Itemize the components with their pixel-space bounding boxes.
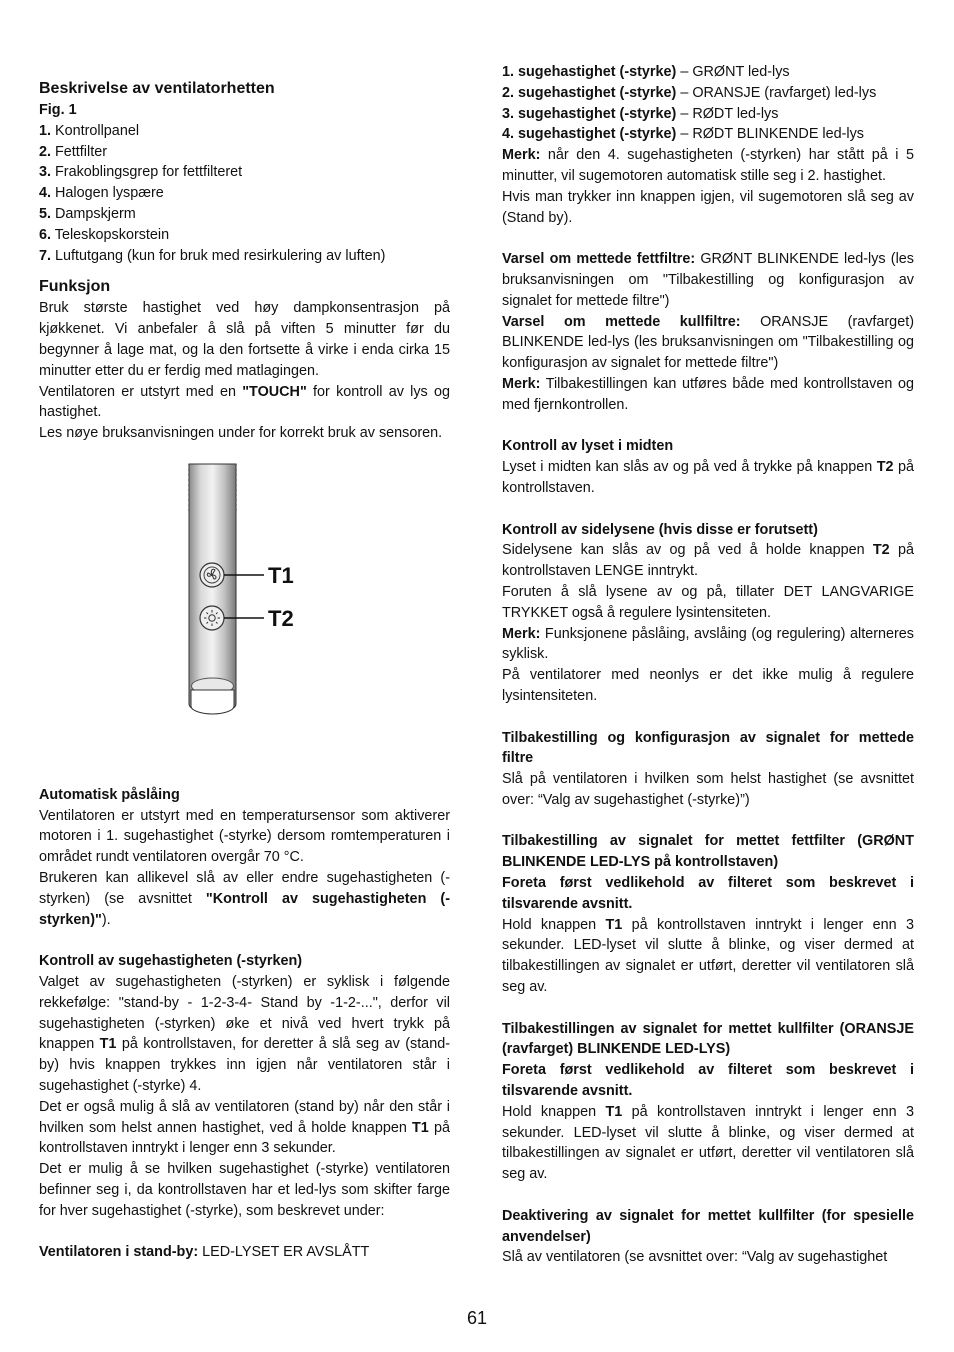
item-number: 1. — [39, 122, 52, 139]
text-run-bold: Merk: — [502, 375, 541, 392]
paragraph: Bruk største hastighet ved høy dampkonsentrasjon på kjøkkenet. Vi anbefaler å slå på viften 5 minutter før du begynner å lage mat, og la den fortsette å virke i enda cirka 15 minutter etter du er ferdig med matlagingen. — [39, 300, 450, 379]
paragraph — [502, 374, 914, 416]
section-title-sidelys: Kontroll av sidelysene (hvis disse er forutsett) — [502, 521, 818, 538]
item-text: Teleskopskorstein — [51, 226, 170, 243]
text-run-bold: T2 — [872, 542, 890, 559]
t1-label: T1 — [268, 562, 294, 588]
paragraph: Slå på ventilatoren i hvilken som helst hastighet (se avsnittet over: “Valg av sugehastighet (-styrke)”) — [502, 771, 914, 808]
speed-text: – RØDT BLINKENDE led-lys — [676, 126, 865, 143]
item-number: 6. — [39, 226, 52, 243]
text-run: ). — [101, 911, 111, 928]
section-title-fettfilter: Tilbakestilling av signalet for mettet fettfilter (GRØNT BLINKENDE LED-LYS på kontrollstaven) — [502, 833, 914, 871]
item-number: 3. — [39, 164, 52, 181]
text-run: når den 4. sugehastigheten (-styrken) har stått på i 5 minutter, vil sugemotoren automatisk stille seg i 2. hastighet. — [502, 147, 914, 184]
paragraph — [502, 457, 914, 499]
paragraph: Slå av ventilatoren (se avsnittet over: “Valg av sugehastighet — [502, 1249, 888, 1266]
paragraph: Foruten å slå lysene av og på, tillater DET LANGVARIGE TRYKKET også å regulere lysintensiteten. — [502, 583, 914, 621]
item-number: 5. — [39, 205, 52, 222]
paragraph: Les nøye bruksanvisningen under for korrekt bruk av sensoren. — [39, 425, 443, 442]
text-run-bold: Ventilatoren i stand-by: — [39, 1244, 199, 1261]
text-run: på kontrollstaven inntrykt i lenger enn 3 sekunder. LED-lyset vil slutte å blinke, og viser dermed at tilbakestillingen av signalet er utført, deretter vil ventilatoren slå seg av. — [502, 1103, 914, 1183]
list-item — [502, 62, 914, 83]
item-text: Kontrollpanel — [51, 122, 140, 139]
paragraph-bold: Foreta først vedlikehold av filteret som beskrevet i tilsvarende avsnitt. — [502, 1062, 914, 1100]
paragraph — [502, 1102, 914, 1185]
list-item — [39, 246, 450, 267]
text-run-bold: Varsel om mettede fettfiltre: — [502, 251, 696, 268]
text-run: Lyset i midten kan slås av og på ved å trykke på knappen — [502, 459, 877, 476]
list-item — [39, 183, 450, 204]
text-run: Funksjonene påslåing, avslåing (og regulering) alterneres syklisk. — [502, 625, 914, 663]
item-text: Fettfilter — [51, 143, 107, 160]
paragraph — [502, 540, 914, 582]
paragraph: Hvis man trykker inn knappen igjen, vil sugemotoren slå seg av (Stand by). — [502, 188, 914, 226]
text-run: LED-LYSET ER AVSLÅTT — [198, 1244, 370, 1261]
text-run: Sidelysene kan slås av og på ved å holde knappen — [502, 542, 873, 559]
section-title-tilbakestilling: Tilbakestilling og konfigurasjon av signalet for mettede filtre — [502, 729, 914, 767]
text-run-bold: T1 — [99, 1036, 117, 1053]
text-run: Hold knappen — [502, 916, 606, 933]
section-title-auto: Automatisk påslåing — [39, 786, 180, 803]
paragraph — [39, 868, 450, 930]
text-run: Valget av sugehastigheten (-styrken) er syklisk i følgende rekkefølge: "stand-by - 1-2-3-4- Stand by -1-2-...", derfor vil sugehastigheten (-styrken) øke et nivå ved hvert trykk på knappen — [39, 973, 450, 1053]
text-run: på kontrollstaven. — [502, 459, 914, 496]
item-text: Halogen lyspære — [51, 185, 164, 202]
speed-label: 1. sugehastighet (-styrke) — [502, 64, 677, 80]
text-run: Hold knappen — [502, 1103, 606, 1120]
left-column — [39, 78, 450, 1263]
text-run: Det er også mulig å slå av ventilatoren (stand by) når den står i hvilken som helst annen hastighet, ved å holde knappen — [39, 1098, 450, 1136]
right-column — [502, 62, 914, 1268]
t2-label: T2 — [268, 605, 294, 631]
paragraph: Det er mulig å se hvilken sugehastighet (-styrke) ventilatoren befinner seg i, da kontrollstaven har et led-lys som skifter farge for hver sugehastighet (-styrke), som beskrevet under: — [39, 1161, 450, 1219]
text-run-bold: T1 — [605, 1103, 623, 1120]
paragraph — [502, 249, 914, 311]
list-item — [502, 124, 914, 145]
item-text: Luftutgang (kun for bruk med resirkulering av luften) — [51, 247, 386, 264]
speed-text: – RØDT led-lys — [676, 105, 779, 122]
text-run: ORANSJE (ravfarget) BLINKENDE led-lys (les bruksanvisningen om "Tilbakestilling og konfigurasjon av signalet for mettede filtre") — [502, 313, 914, 372]
control-rod-figure — [39, 444, 450, 764]
section-title-kontroll: Kontroll av sugehastigheten (-styrken) — [39, 953, 303, 970]
list-item — [502, 104, 914, 125]
list-item — [39, 142, 450, 163]
text-run-bold: T1 — [605, 916, 623, 933]
item-text: Frakoblingsgrep for fettfilteret — [51, 164, 243, 181]
text-run: Brukeren kan allikevel slå av eller endre sugehastigheten (-styrken) (se avsnittet — [39, 869, 450, 907]
text-run-bold: Varsel om mettede kullfiltre: — [502, 313, 741, 330]
paragraph — [502, 312, 914, 374]
paragraph — [502, 915, 914, 998]
text-run: for kontroll av lys og hastighet. — [39, 383, 450, 421]
text-run: på kontrollstaven inntrykt i lenger enn 3 sekunder. — [39, 1119, 450, 1157]
paragraph — [39, 972, 450, 1097]
paragraph: Ventilatoren er utstyrt med en temperatursensor som aktiverer motoren i 1. sugehastighet (-styrke) dersom romtemperaturen i området rundt ventilatoren overgår 70 °C. — [39, 807, 450, 866]
speed-label: 3. sugehastighet (-styrke) — [502, 105, 677, 122]
speed-label: 2. sugehastighet (-styrke) — [502, 84, 677, 101]
list-item — [39, 204, 450, 225]
speed-label: 4. sugehastighet (-styrke) — [502, 126, 677, 143]
speed-text: – GRØNT led-lys — [676, 64, 790, 80]
list-item — [502, 83, 914, 104]
text-run: på kontrollstaven, for deretter å slå seg av (stand-by) hvis knappen trykkes inn igjen når ventilatoren står i sugehastighet (-styrke) 4. — [39, 1036, 450, 1094]
section-title-deaktivering: Deaktivering av signalet for mettet kullfilter (for spesielle anvendelser) — [502, 1207, 914, 1245]
paragraph: På ventilatorer med neonlys er det ikke mulig å regulere lysintensiteten. — [502, 667, 914, 704]
fig-label: Fig. 1 — [39, 102, 77, 118]
speed-text: – ORANSJE (ravfarget) led-lys — [676, 84, 877, 101]
paragraph — [39, 382, 450, 424]
item-number: 2. — [39, 143, 52, 160]
paragraph — [502, 145, 914, 187]
speed-list — [502, 62, 914, 145]
text-run-bold: T2 — [876, 459, 894, 476]
item-number: 4. — [39, 185, 52, 202]
list-item — [39, 121, 450, 142]
text-run-bold: Merk: — [502, 147, 541, 164]
item-number: 7. — [39, 247, 52, 264]
text-run: på kontrollstaven inntrykt i lenger enn 3 sekunder. LED-lyset vil slutte å blinke, og viser dermed at tilbakestillingen av signalet er utført, deretter vil ventilatoren slå seg av. — [502, 916, 914, 996]
page-number: 61 — [466, 1308, 488, 1328]
paragraph-standby — [39, 1242, 450, 1263]
item-text: Dampskjerm — [51, 205, 136, 222]
text-run: GRØNT BLINKENDE led-lys (les bruksanvisningen om "Tilbakestilling og konfigurasjon av signalet for mettede filtre") — [502, 251, 914, 309]
section-title-kullfilter: Tilbakestillingen av signalet for mettet kullfilter (ORANSJE (ravfarget) BLINKENDE LED-LYS) — [502, 1020, 914, 1058]
text-run-bold: "Kontroll av sugehastigheten (-styrken)" — [39, 890, 450, 928]
list-item — [39, 162, 450, 183]
paragraph — [39, 1097, 450, 1159]
text-run-bold: Merk: — [502, 625, 541, 642]
text-run: på kontrollstaven LENGE inntrykt. — [502, 542, 914, 580]
text-run-bold: "TOUCH" — [242, 383, 307, 400]
section-title-description: Beskrivelse av ventilatorhetten — [39, 80, 275, 97]
text-run-bold: T1 — [412, 1119, 429, 1136]
paragraph-bold: Foreta først vedlikehold av filteret som beskrevet i tilsvarende avsnitt. — [502, 875, 914, 912]
section-title-lys: Kontroll av lyset i midten — [502, 438, 674, 455]
parts-list — [39, 121, 450, 267]
text-run: Tilbakestillingen kan utføres både med kontrollstaven og med fjernkontrollen. — [502, 375, 914, 413]
control-rod-illustration — [39, 444, 450, 764]
text-run: Ventilatoren er utstyrt med en — [39, 383, 243, 400]
list-item — [39, 225, 450, 246]
paragraph — [502, 624, 914, 666]
section-title-funksjon: Funksjon — [39, 278, 111, 296]
